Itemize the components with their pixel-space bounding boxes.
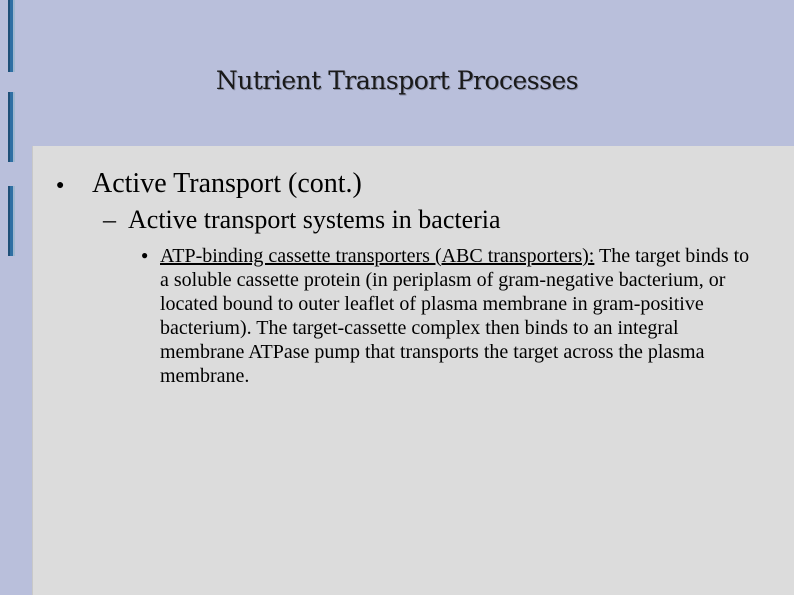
level1-bullet: ● [56, 178, 65, 193]
level3-block [160, 244, 760, 388]
level2-dash: – [103, 205, 116, 234]
side-bar-top [8, 0, 15, 72]
abc-transporters-body: The target binds to a soluble cassette protein (in periplasm of gram-negative bacterium, or located bound to outer leaflet of plasma membrane in gram-positive bacterium). The target-cassette complex then binds to an integral membrane ATPase pump that transports the target across the plasma membrane. [160, 245, 750, 387]
side-bar-middle [8, 92, 15, 162]
level3-bullet: ● [141, 248, 149, 262]
slide-title: Nutrient Transport Processes [215, 66, 579, 95]
level2-text: Active transport systems in bacteria [128, 205, 501, 234]
abc-transporters-heading: ATP-binding cassette transporters (ABC transporters): [160, 245, 595, 267]
level1-text: Active Transport (cont.) [92, 168, 362, 199]
side-bar-bottom [8, 186, 15, 256]
